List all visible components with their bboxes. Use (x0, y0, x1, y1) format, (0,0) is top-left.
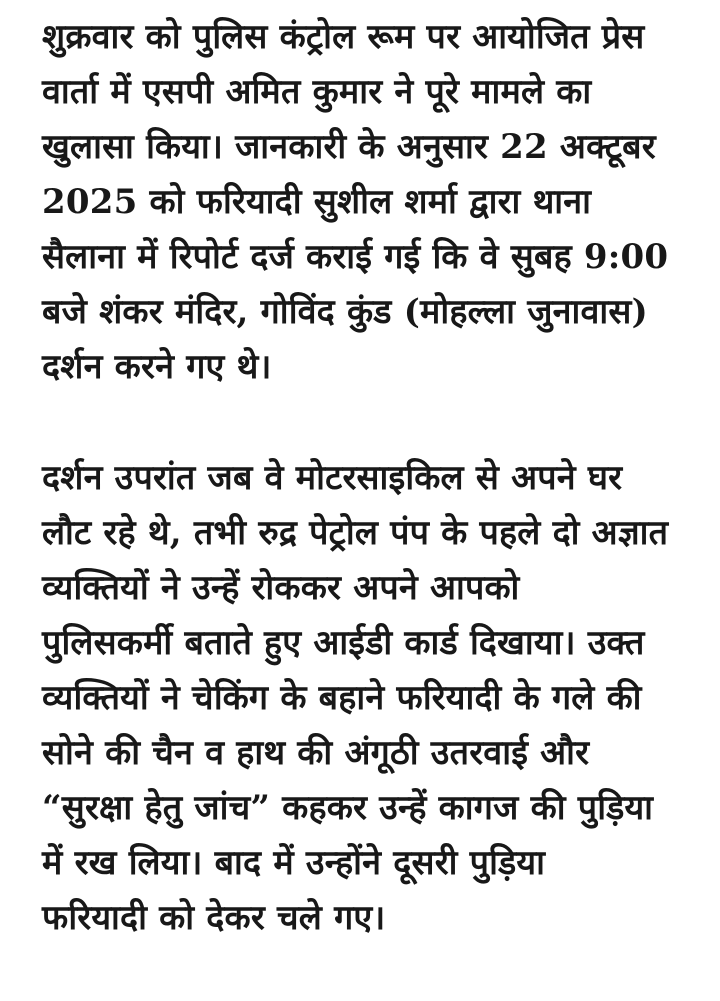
text-line: “सुरक्षा हेतु जांच” कहकर उन्हें कागज की पुड़िया (42, 788, 654, 828)
text-line: में रख लिया। बाद में उन्होंने दूसरी पुड़िया (42, 843, 546, 883)
text-line: वार्ता में एसपी अमित कुमार ने पूरे मामले का (42, 72, 592, 112)
text-line: दर्शन करने गए थे। (42, 347, 272, 387)
text-line: सोने की चैन व हाथ की अंगूठी उतरवाई और (42, 733, 590, 773)
text-line: खुलासा किया। जानकारी के अनुसार 22 अक्टूबर (42, 127, 656, 167)
text-line: लौट रहे थे, तभी रुद्र पेट्रोल पंप के पहले दो अज्ञात (42, 513, 669, 553)
text-line: व्यक्तियों ने उन्हें रोककर अपने आपको (42, 568, 520, 608)
text-line: दर्शन उपरांत जब वे मोटरसाइकिल से अपने घर (42, 458, 623, 498)
paragraph-1 (42, 10, 686, 395)
text-line: फरियादी को देकर चले गए। (42, 898, 386, 938)
text-line: व्यक्तियों ने चेकिंग के बहाने फरियादी के गले की (42, 678, 642, 718)
text-line: बजे शंकर मंदिर, गोविंद कुंड (मोहल्ला जुनावास) (42, 292, 648, 332)
paragraph-2 (42, 451, 686, 946)
text-line: सैलाना में रिपोर्ट दर्ज कराई गई कि वे सुबह 9:00 (42, 237, 669, 277)
text-line: शुक्रवार को पुलिस कंट्रोल रूम पर आयोजित प्रेस (42, 17, 645, 57)
text-line: पुलिसकर्मी बताते हुए आईडी कार्ड दिखाया। उक्त (42, 623, 645, 663)
text-line: 2025 को फरियादी सुशील शर्मा द्वारा थाना (42, 182, 592, 222)
